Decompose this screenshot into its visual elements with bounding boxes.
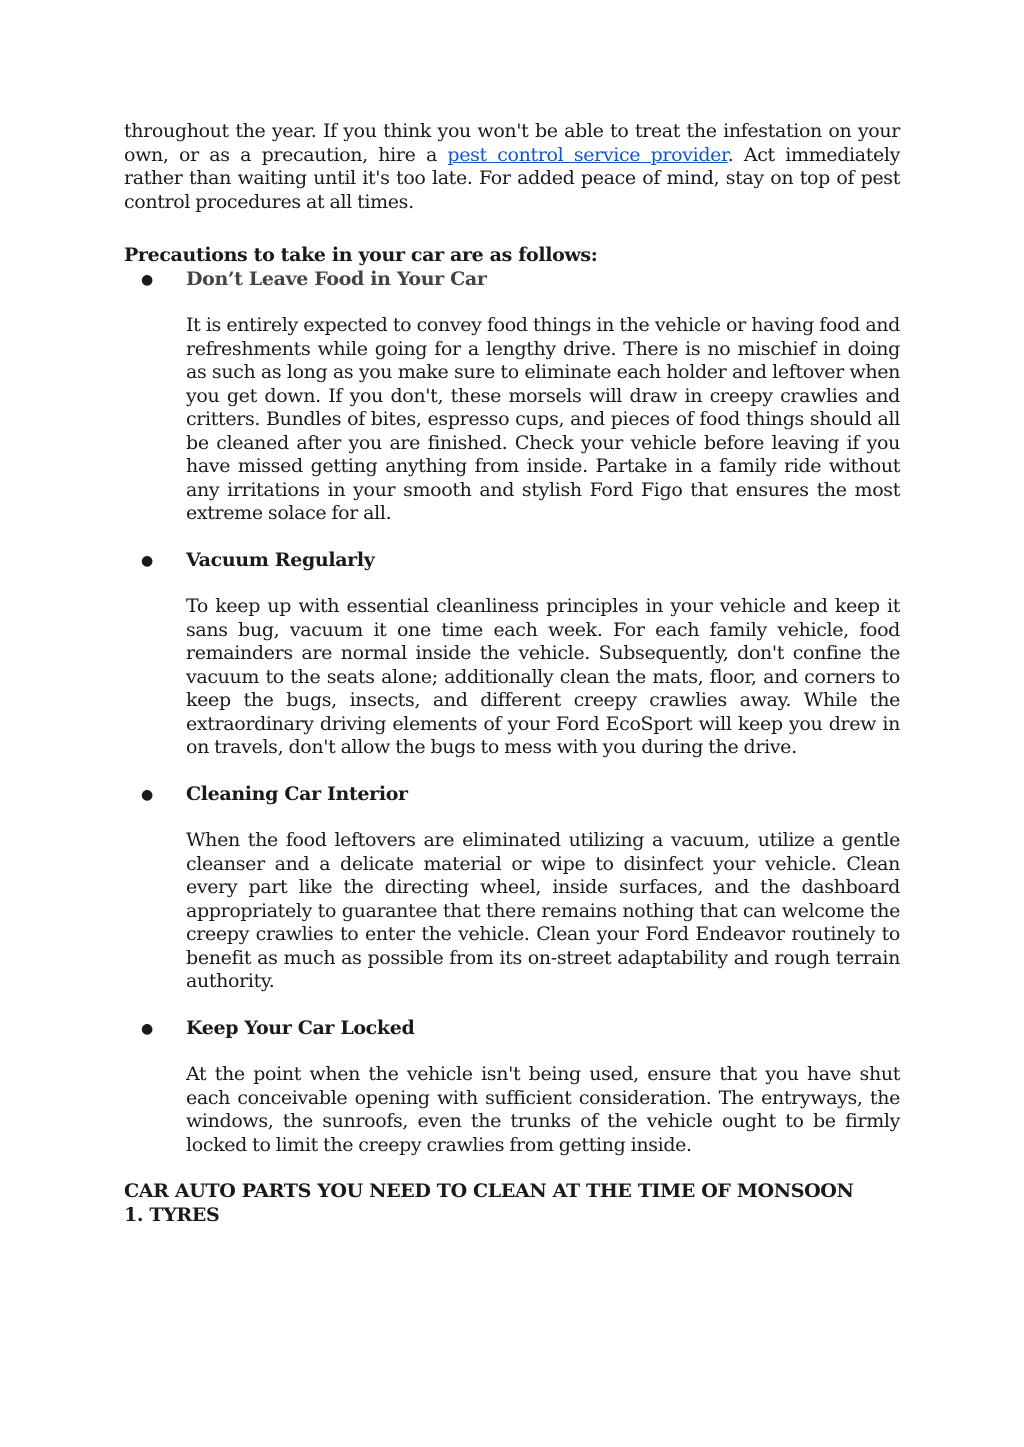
document-page bbox=[124, 120, 900, 1227]
list-item bbox=[124, 268, 900, 526]
tip-body: When the food leftovers are eliminated utilizing a vacuum, utilize a gentle cleanser and a delicate material or wipe to disinfect your vehicle. Clean every part like the directing wheel, inside surfaces, and the dashboard appropriately to guarantee that there remains nothing that can welcome the creepy crawlies to enter the vehicle. Clean your Ford Endeavor routinely to benefit as much as possible from its on-street adaptability and rough terrain authority. bbox=[186, 829, 900, 992]
intro-text-before-link: throughout the year. If you think you won't be able to treat the infestation on your own, or as a precaution, hire a bbox=[124, 120, 900, 166]
tip-body: It is entirely expected to convey food things in the vehicle or having food and refreshments while going for a lengthy drive. There is no mischief in doing as such as long as you make sure to eliminate each holder and leftover when you get down. If you don't, these morsels will draw in creepy crawlies and critters. Bundles of bites, espresso cups, and pieces of food things should all be cleaned after you are finished. Check your vehicle before leaving if you have missed getting anything from inside. Partake in a family ride without any irritations in your smooth and stylish Ford Figo that ensures the most extreme solace for all. bbox=[186, 314, 900, 524]
intro-paragraph bbox=[124, 120, 900, 214]
tip-title: Don’t Leave Food in Your Car bbox=[186, 267, 487, 290]
list-item bbox=[124, 549, 900, 760]
tip-title: Cleaning Car Interior bbox=[186, 782, 408, 805]
tips-list bbox=[124, 268, 900, 1158]
tip-body: At the point when the vehicle isn't being used, ensure that you have shut each conceivable opening with sufficient consideration. The entryways, the windows, the sunroofs, even the trunks of the vehicle ought to be firmly locked to limit the creepy crawlies from getting inside. bbox=[186, 1063, 900, 1156]
bullet-icon: ● bbox=[141, 786, 154, 803]
pest-control-link[interactable]: pest control service provider bbox=[447, 143, 728, 166]
bullet-icon: ● bbox=[141, 552, 154, 569]
tip-title: Keep Your Car Locked bbox=[186, 1016, 415, 1039]
bullet-icon: ● bbox=[141, 271, 154, 288]
monsoon-heading: CAR AUTO PARTS YOU NEED TO CLEAN AT THE TIME OF MONSOON bbox=[124, 1180, 854, 1202]
tip-body: To keep up with essential cleanliness principles in your vehicle and keep it sans bug, vacuum it one time each week. For each family vehicle, food remainders are normal inside the vehicle. Subsequently, don't confine the vacuum to the seats alone; additionally clean the mats, floor, and corners to keep the bugs, insects, and different creepy crawlies away. While the extraordinary driving elements of your Ford EcoSport will keep you drew in on travels, don't allow the bugs to mess with you during the drive. bbox=[186, 595, 900, 758]
tyres-heading: 1. TYRES bbox=[124, 1203, 220, 1226]
bullet-icon: ● bbox=[141, 1020, 154, 1037]
list-item bbox=[124, 1017, 900, 1158]
list-item bbox=[124, 783, 900, 994]
tip-title: Vacuum Regularly bbox=[186, 548, 375, 571]
precautions-heading: Precautions to take in your car are as follows: bbox=[124, 244, 598, 266]
intro-text-after-link: . Act immediately rather than waiting until it's too late. For added peace of mind, stay on top of pest control procedures at all times. bbox=[124, 143, 901, 213]
